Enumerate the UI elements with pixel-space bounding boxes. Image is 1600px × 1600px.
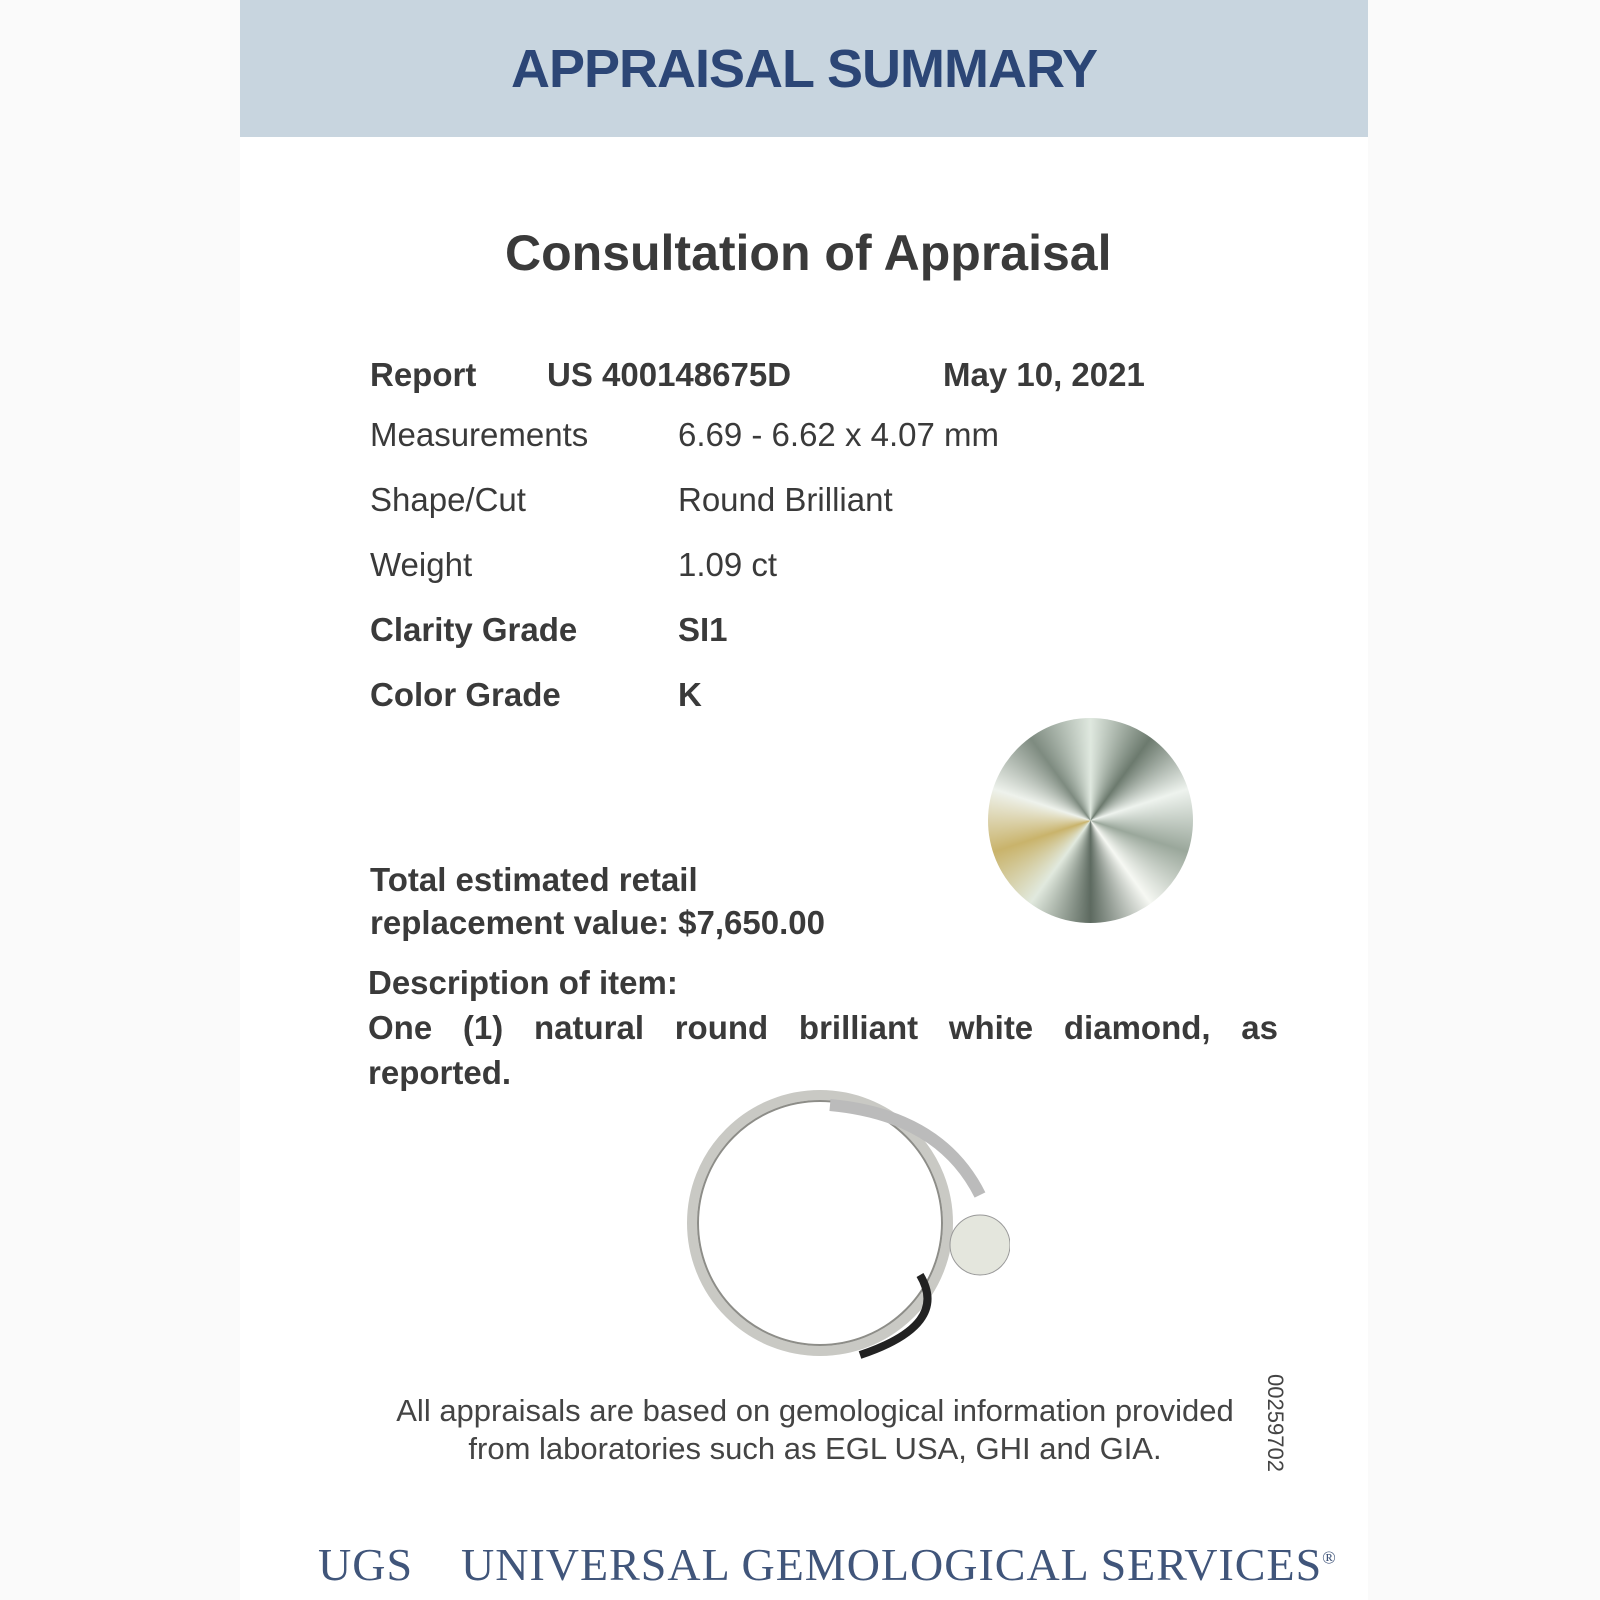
- document-heading: Consultation of Appraisal: [505, 225, 1112, 281]
- serial-number: 00259702: [1263, 1374, 1288, 1472]
- description-text: One (1) natural round brilliant white diamond, as reported.: [368, 1009, 1278, 1091]
- detail-label: Measurements: [370, 416, 589, 453]
- detail-label: Clarity Grade: [370, 611, 578, 648]
- detail-label: Color Grade: [370, 676, 561, 713]
- description-label: Description of item:: [368, 964, 678, 1001]
- detail-label: Weight: [370, 546, 473, 583]
- disclaimer-note: All appraisals are based on gemological information provided from laboratories such as EGL USA, GHI and GIA.: [396, 1393, 1234, 1466]
- detail-value: Round Brilliant: [678, 481, 893, 518]
- detail-value: 1.09 ct: [678, 546, 778, 583]
- logo-abbr: UGS: [318, 1539, 414, 1590]
- logo-name: UNIVERSAL GEMOLOGICAL SERVICES: [461, 1539, 1323, 1590]
- report-label: Report: [370, 356, 477, 393]
- report-date: May 10, 2021: [943, 356, 1145, 393]
- report-number: US 400148675D: [547, 356, 792, 393]
- description: [368, 960, 1278, 1095]
- header-band: [240, 0, 1368, 137]
- total-line-1: Total estimated retail: [370, 861, 698, 898]
- ugs-logo: [318, 1538, 1337, 1591]
- diamond-image: [988, 718, 1193, 923]
- registered-mark: ®: [1322, 1547, 1337, 1568]
- ring-image: [680, 1085, 1010, 1365]
- header-title: APPRAISAL SUMMARY: [510, 38, 1098, 99]
- detail-value: K: [678, 676, 702, 713]
- detail-value: SI1: [678, 611, 728, 648]
- detail-label: Shape/Cut: [370, 481, 526, 518]
- detail-value: 6.69 - 6.62 x 4.07 mm: [678, 416, 999, 453]
- total-value: [370, 858, 825, 944]
- total-line-2: replacement value: $7,650.00: [370, 904, 825, 941]
